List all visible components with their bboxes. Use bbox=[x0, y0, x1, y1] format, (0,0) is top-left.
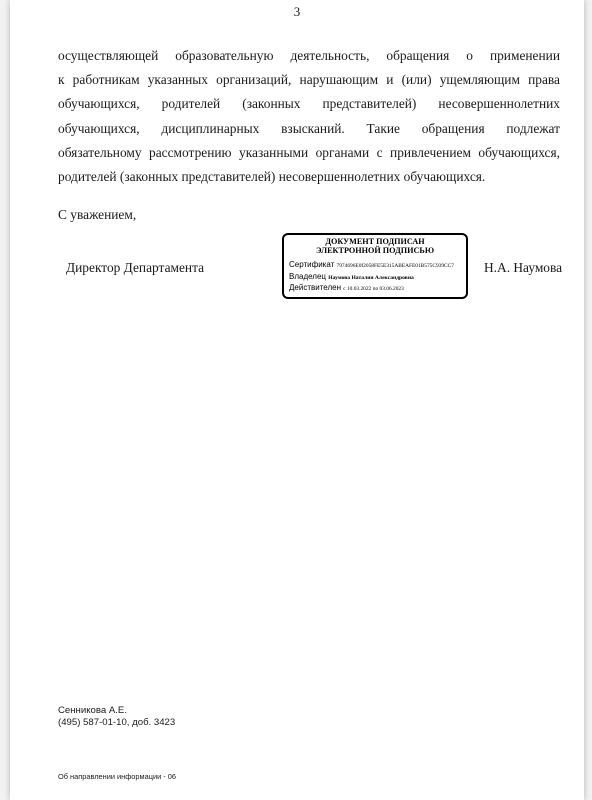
contact-phone: (495) 587-01-10, доб. 3423 bbox=[58, 717, 176, 728]
electronic-signature-stamp bbox=[282, 233, 468, 299]
stamp-valid-label: Действителен bbox=[289, 283, 342, 292]
body-line: осуществляющей образовательную деятельность, обращения о применении bbox=[58, 48, 560, 63]
body-line: родителей (законных представителей) несовершеннолетних обучающихся. bbox=[58, 169, 486, 185]
greeting: С уважением, bbox=[58, 207, 137, 222]
body-line: к работникам указанных организаций, нарушающим и (или) ущемляющим права bbox=[58, 72, 560, 88]
stamp-owner-label: Владелец bbox=[289, 271, 327, 281]
body-line: обязательному рассмотрению указанными органами с привлечением обучающихся, bbox=[58, 144, 560, 160]
footer-note: Об направлении информации - 06 bbox=[58, 772, 177, 781]
body-paragraph bbox=[58, 44, 560, 189]
stamp-valid-row bbox=[289, 283, 461, 295]
body-line: обучающихся, дисциплинарных взысканий. Такие обращения подлежат bbox=[58, 120, 560, 136]
stamp-title-line: ДОКУМЕНТ ПОДПИСАН bbox=[325, 237, 425, 246]
signer-title: Директор Департамента bbox=[66, 260, 205, 275]
stamp-certificate-value: 7974696E0f2058FE5E315ABEAFE01B575C939CC7 bbox=[336, 263, 454, 269]
stamp-title-line: ЭЛЕКТРОННОЙ ПОДПИСЬЮ bbox=[315, 246, 435, 255]
contact-block bbox=[58, 705, 175, 729]
stamp-owner-value: Наумова Наталия Александровна bbox=[328, 274, 414, 281]
stamp-certificate-row bbox=[289, 260, 461, 272]
stamp-certificate-label: Сертификат bbox=[289, 260, 335, 269]
stamp-owner-row bbox=[289, 272, 461, 284]
document-page bbox=[10, 0, 584, 800]
signer-name: Н.А. Наумова bbox=[484, 260, 563, 275]
contact-name: Сенникова А.Е. bbox=[58, 705, 127, 716]
body-line: обучающихся, родителей (законных представителей) несовершеннолетних bbox=[58, 96, 560, 112]
stamp-valid-value: с 10.03.2022 по 03.06.2023 bbox=[343, 286, 404, 292]
page-number: 3 bbox=[293, 4, 301, 19]
